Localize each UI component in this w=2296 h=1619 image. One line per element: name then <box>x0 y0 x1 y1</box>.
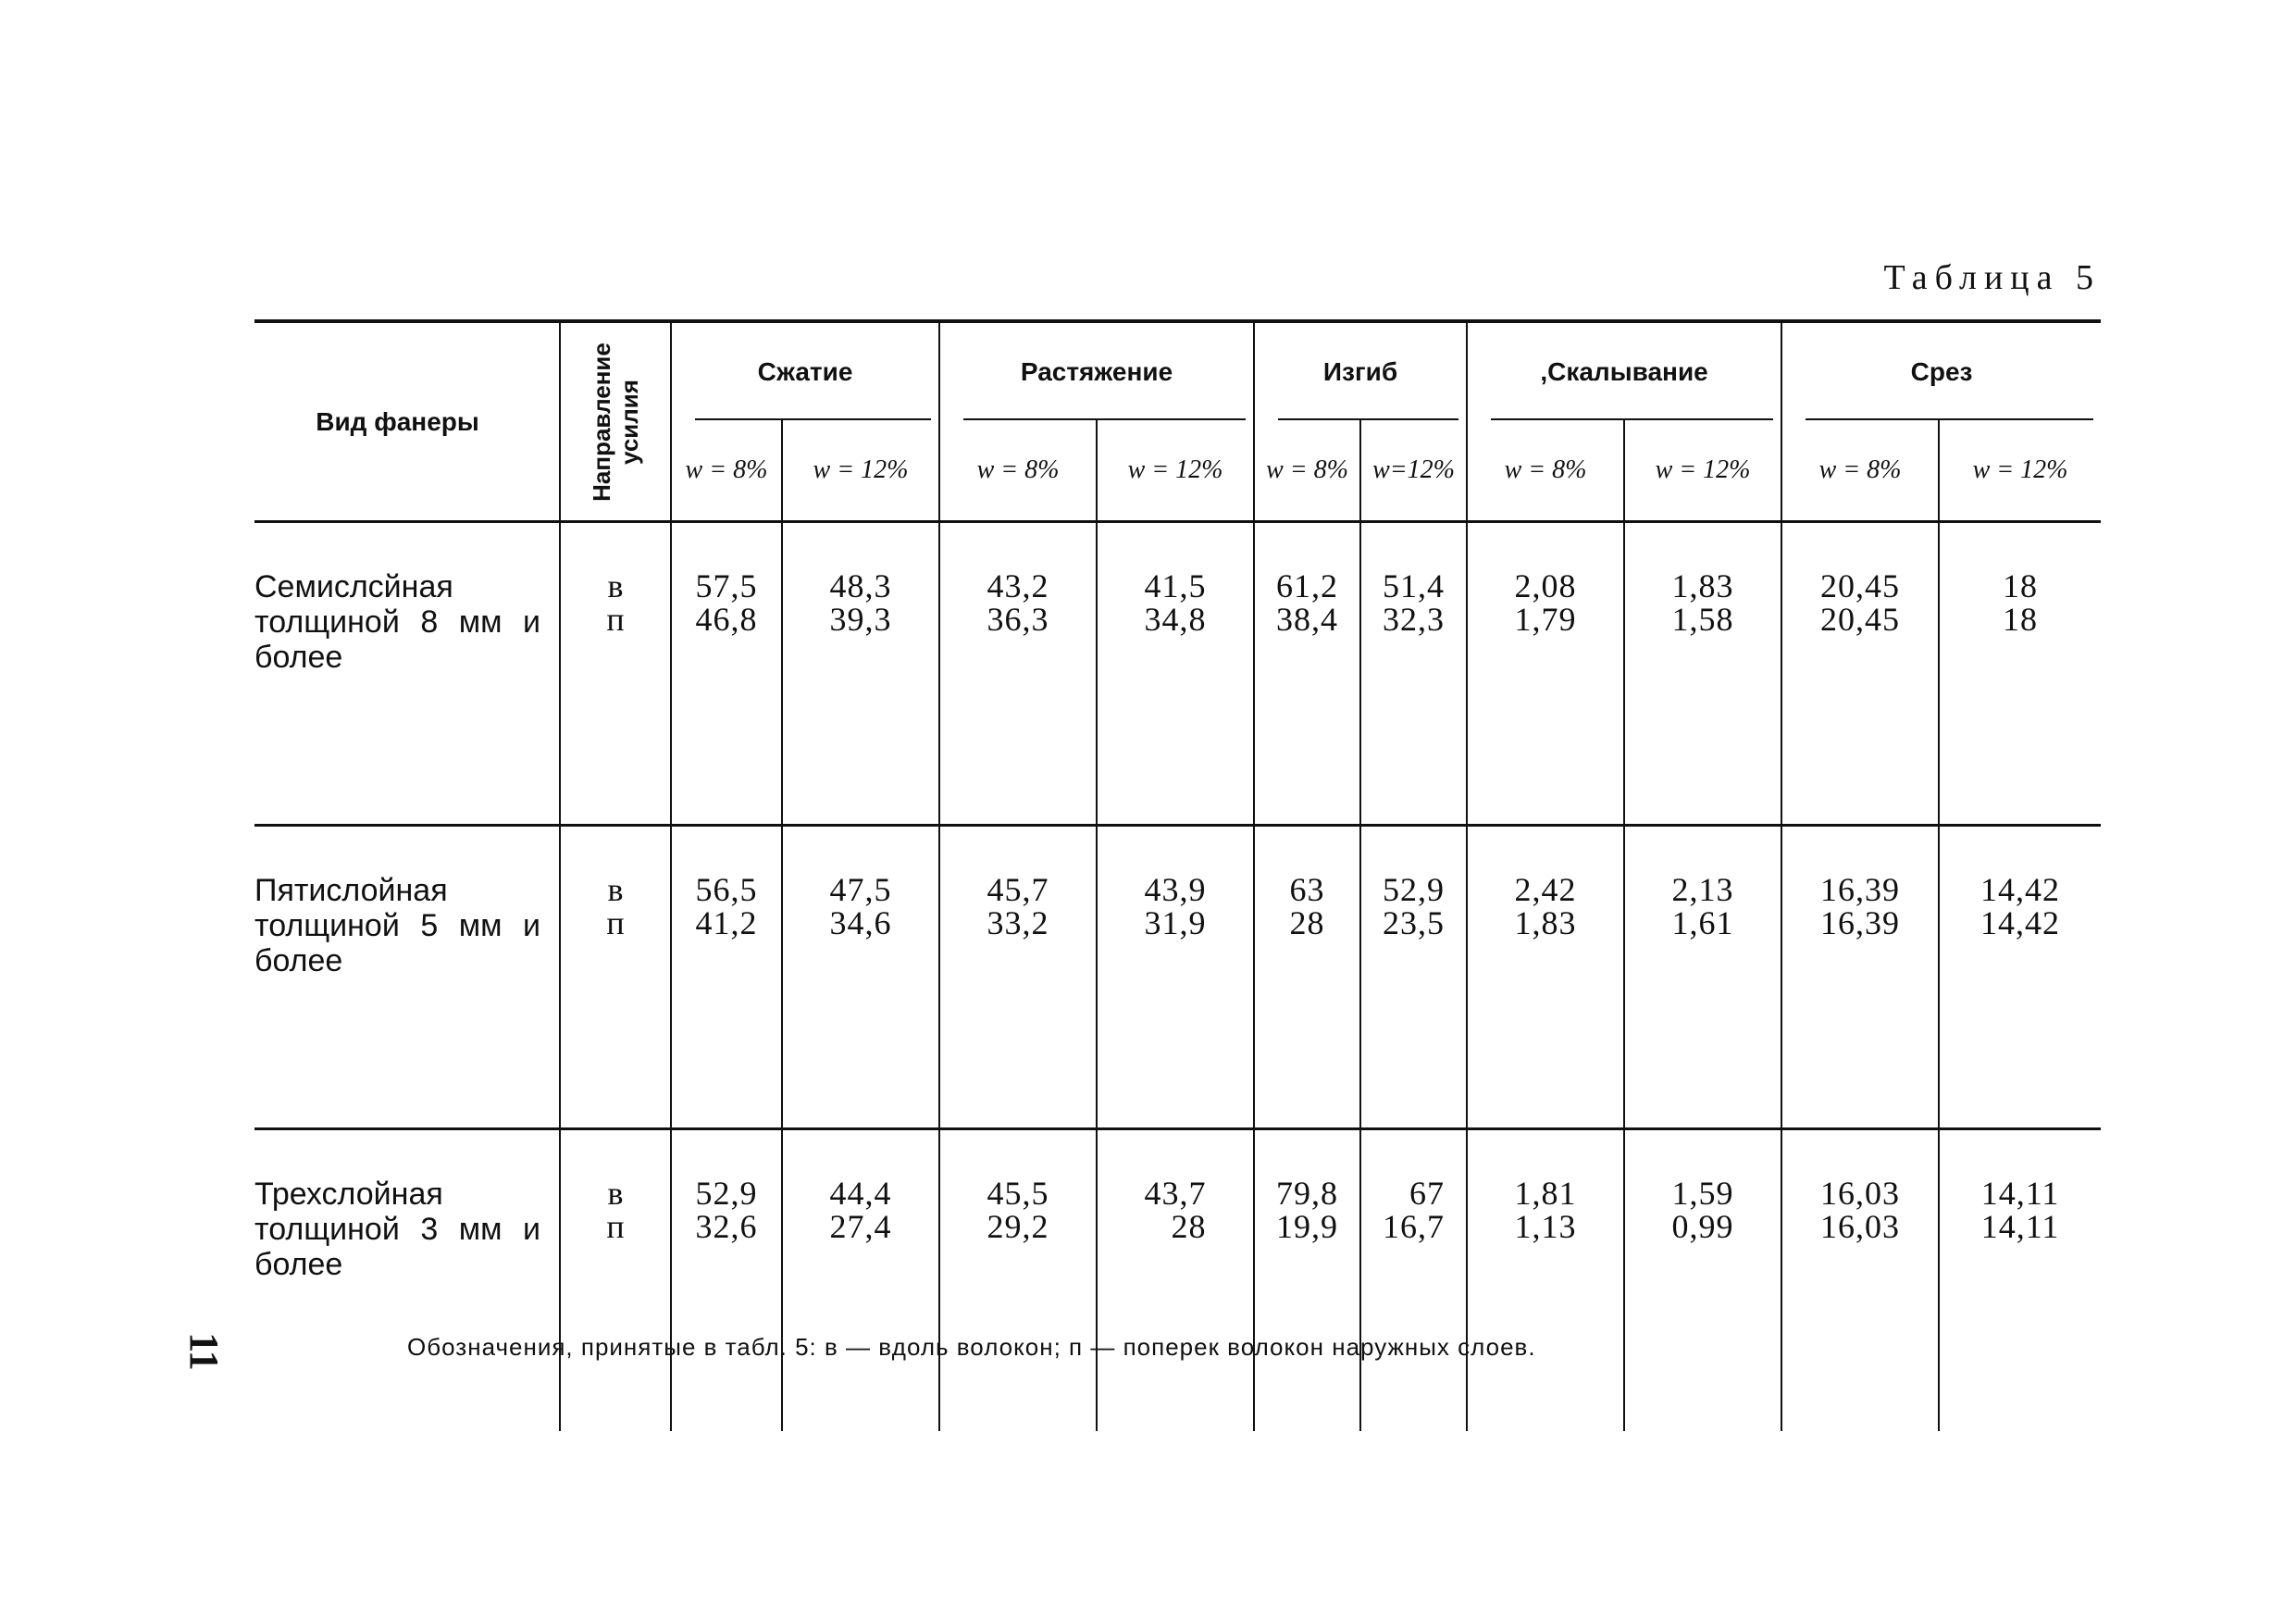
value-across: 18 <box>2003 601 2039 638</box>
direction-cell <box>560 1129 671 1432</box>
table-caption: Таблица 5 <box>1883 258 2101 297</box>
value-along: 61,2 <box>1276 567 1339 604</box>
value-along: 45,5 <box>987 1175 1049 1212</box>
value-along: 2,42 <box>1514 871 1577 908</box>
value-cell <box>782 522 939 826</box>
value-cell <box>1254 522 1360 826</box>
header-sub: w = 8% <box>1781 420 1939 522</box>
value-across: 46,8 <box>695 601 758 638</box>
header-sub: w = 12% <box>1939 420 2101 522</box>
value-across: 1,83 <box>1514 904 1577 941</box>
header-kind <box>254 321 560 522</box>
header-sub: w = 8% <box>1254 420 1360 522</box>
group-rule <box>1491 418 1773 420</box>
value-cell <box>671 522 782 826</box>
table-row <box>254 522 2101 826</box>
value-across: 14,42 <box>1980 904 2061 941</box>
value-along: 14,42 <box>1980 871 2061 908</box>
strength-table <box>254 319 2101 1431</box>
value-along: 52,9 <box>1383 871 1446 908</box>
table-row <box>254 826 2101 1129</box>
value-across: 20,45 <box>1820 601 1901 638</box>
value-cell <box>1624 522 1781 826</box>
value-cell <box>1939 826 2101 1129</box>
header-direction-label: Направление усилия <box>588 342 643 502</box>
value-across: 1,13 <box>1514 1208 1577 1245</box>
value-cell <box>1254 1129 1360 1432</box>
direction-along: в <box>607 1175 624 1212</box>
value-along: 41,5 <box>1144 567 1207 604</box>
value-cell <box>1624 826 1781 1129</box>
value-along: 52,9 <box>695 1175 758 1212</box>
value-across: 16,7 <box>1383 1208 1446 1245</box>
header-sub: w = 8% <box>1467 420 1624 522</box>
value-across: 33,2 <box>987 904 1049 941</box>
value-along: 47,5 <box>829 871 892 908</box>
value-across: 16,03 <box>1820 1208 1901 1245</box>
value-along: 1,83 <box>1671 567 1734 604</box>
value-along: 45,7 <box>987 871 1049 908</box>
value-along: 43,7 <box>1144 1175 1207 1212</box>
header-sub: w = 12% <box>782 420 939 522</box>
value-along: 14,11 <box>1980 1175 2060 1212</box>
value-across: 16,39 <box>1820 904 1901 941</box>
direction-across: п <box>606 904 625 941</box>
header-group-label: Изгиб <box>1322 356 1398 386</box>
direction-cell <box>560 826 671 1129</box>
header-sub: w = 8% <box>939 420 1097 522</box>
group-rule <box>1278 418 1458 420</box>
header-sub: w=12% <box>1360 420 1467 522</box>
header-group-compression <box>671 321 939 420</box>
header-kind-label: Вид фанеры <box>316 406 479 436</box>
value-along: 57,5 <box>695 567 758 604</box>
group-rule <box>1806 418 2093 420</box>
header-sub: w = 12% <box>1624 420 1781 522</box>
group-rule <box>963 418 1246 420</box>
value-cell <box>782 826 939 1129</box>
value-along: 79,8 <box>1276 1175 1339 1212</box>
value-across: 29,2 <box>987 1208 1049 1245</box>
value-across: 1,58 <box>1671 601 1734 638</box>
group-rule <box>695 418 931 420</box>
value-cell <box>1781 826 1939 1129</box>
plywood-kind: Пятислойная толщиной 5 мм и более <box>254 826 560 1129</box>
value-cell <box>1939 522 2101 826</box>
value-cell <box>1360 826 1467 1129</box>
value-across: 36,3 <box>987 601 1049 638</box>
direction-across: п <box>606 601 625 638</box>
value-cell <box>939 1129 1097 1432</box>
value-cell <box>1097 826 1254 1129</box>
value-across: 28 <box>1289 904 1325 941</box>
direction-along: в <box>607 871 624 908</box>
header-group-label: Сжатие <box>757 356 853 386</box>
value-along: 20,45 <box>1820 567 1901 604</box>
value-across: 1,79 <box>1514 601 1577 638</box>
header-group-bending <box>1254 321 1467 420</box>
value-cell <box>1624 1129 1781 1432</box>
value-across: 34,8 <box>1144 601 1207 638</box>
value-across: 23,5 <box>1383 904 1446 941</box>
value-across: 31,9 <box>1144 904 1207 941</box>
value-across: 39,3 <box>829 601 892 638</box>
value-across: 14,11 <box>1980 1208 2060 1245</box>
value-across: 27,4 <box>829 1208 892 1245</box>
value-along: 18 <box>2003 567 2039 604</box>
value-across: 19,9 <box>1276 1208 1339 1245</box>
value-across: 28 <box>1171 1208 1207 1245</box>
value-across: 34,6 <box>829 904 892 941</box>
header-group-label: ,Скалывание <box>1540 356 1708 386</box>
value-cell <box>1097 1129 1254 1432</box>
value-along: 43,9 <box>1144 871 1207 908</box>
header-direction <box>560 321 671 522</box>
value-along: 43,2 <box>987 567 1049 604</box>
value-cell <box>1467 1129 1624 1432</box>
value-cell <box>782 1129 939 1432</box>
header-group-label: Срез <box>1910 356 1973 386</box>
direction-cell <box>560 522 671 826</box>
header-sub: w = 12% <box>1097 420 1254 522</box>
value-across: 32,3 <box>1383 601 1446 638</box>
value-cell <box>671 826 782 1129</box>
value-cell <box>1467 522 1624 826</box>
plywood-kind: Трехслойная толщиной 3 мм и более <box>254 1129 560 1432</box>
header-group-tension <box>939 321 1254 420</box>
header-sub: w = 8% <box>671 420 782 522</box>
value-cell <box>1254 826 1360 1129</box>
value-cell <box>1939 1129 2101 1432</box>
value-along: 1,81 <box>1514 1175 1577 1212</box>
direction-along: в <box>607 567 624 604</box>
value-along: 63 <box>1289 871 1325 908</box>
value-cell <box>1467 826 1624 1129</box>
value-along: 2,13 <box>1671 871 1734 908</box>
value-along: 48,3 <box>829 567 892 604</box>
value-cell <box>939 522 1097 826</box>
value-cell <box>671 1129 782 1432</box>
value-along: 67 <box>1409 1175 1446 1212</box>
value-along: 16,39 <box>1820 871 1901 908</box>
table-row <box>254 1129 2101 1432</box>
value-cell <box>1097 522 1254 826</box>
value-along: 16,03 <box>1820 1175 1901 1212</box>
value-across: 32,6 <box>695 1208 758 1245</box>
value-across: 41,2 <box>695 904 758 941</box>
plywood-kind: Семислсйная толщиной 8 мм и более <box>254 569 540 675</box>
direction-across: п <box>606 1208 625 1245</box>
value-cell <box>1360 1129 1467 1432</box>
header-group-label: Растяжение <box>1020 356 1173 386</box>
value-across: 1,61 <box>1671 904 1734 941</box>
value-cell <box>1781 522 1939 826</box>
value-along: 51,4 <box>1383 567 1446 604</box>
value-along: 2,08 <box>1514 567 1577 604</box>
value-along: 1,59 <box>1671 1175 1734 1212</box>
header-group-shear <box>1781 321 2101 420</box>
value-cell <box>1781 1129 1939 1432</box>
header-row-groups <box>254 321 2101 420</box>
value-across: 0,99 <box>1671 1208 1734 1245</box>
header-group-chipping <box>1467 321 1781 420</box>
value-across: 38,4 <box>1276 601 1339 638</box>
value-along: 56,5 <box>695 871 758 908</box>
footnote: Обозначения, принятые в табл. 5: в — вдоль волокон; п — поперек волокон наружных слоев. <box>407 1333 1536 1361</box>
value-cell <box>939 826 1097 1129</box>
page-number: 11 <box>181 1332 227 1371</box>
value-along: 44,4 <box>829 1175 892 1212</box>
value-cell <box>1360 522 1467 826</box>
